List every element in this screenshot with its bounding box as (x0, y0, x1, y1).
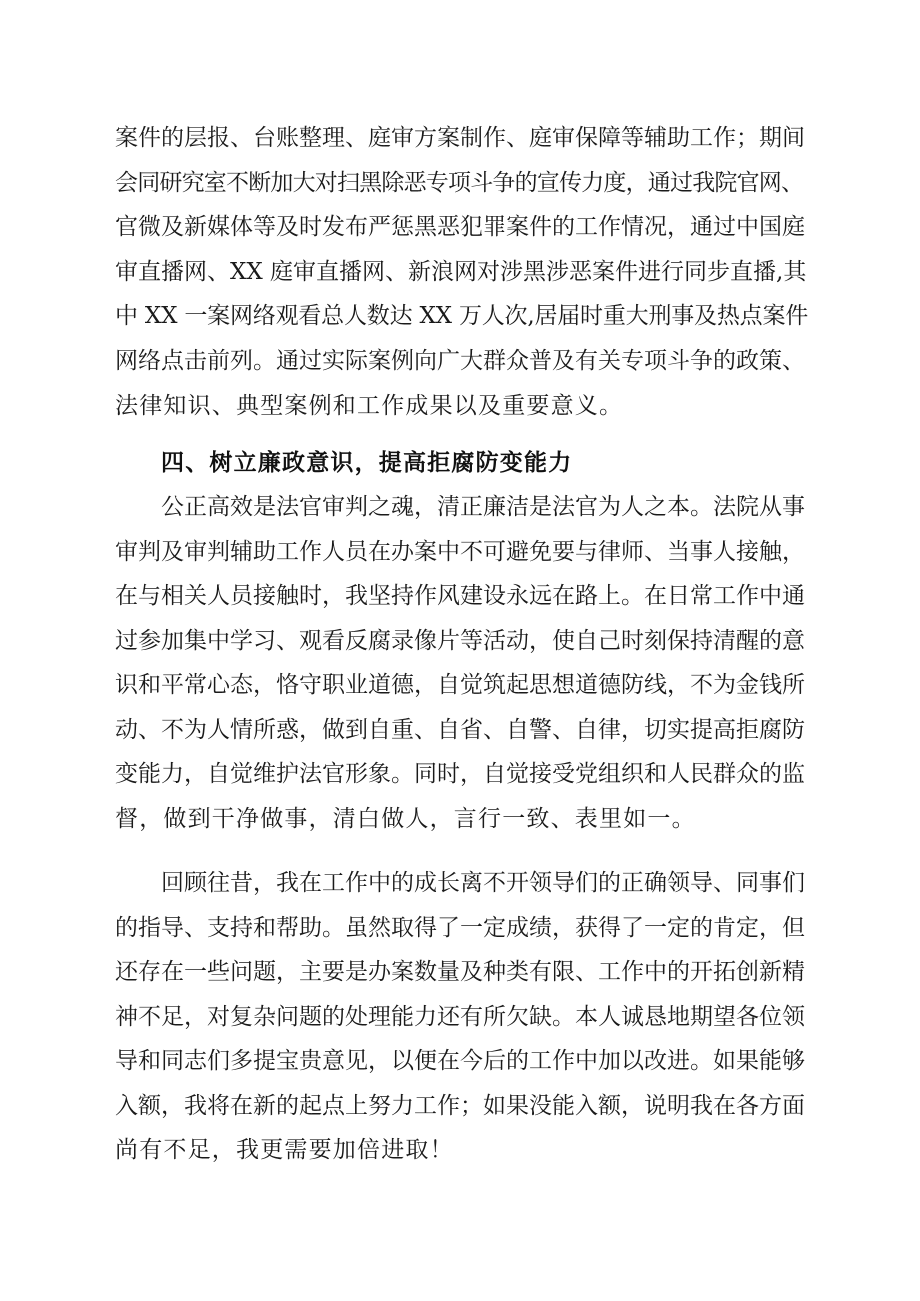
para2-line-6: 动、不为人情所惑，做到自重、自省、自警、自律，切实提高拒腐防 (115, 717, 805, 743)
para3-line-5: 导和同志们多提宝贵意见，以便在今后的工作中加以改进。如果能够 (115, 1048, 805, 1074)
para3-line-4: 神不足，对复杂问题的处理能力还有所欠缺。本人诚恳地期望各位领 (115, 1004, 805, 1030)
para1-line-4: 审直播网、XX 庭审直播网、新浪网对涉黑涉恶案件进行同步直播,其 (115, 259, 807, 285)
para1-line-6: 网络点击前列。通过实际案例向广大群众普及有关专项斗争的政策、 (115, 348, 805, 374)
para2-line-1: 公正高效是法官审判之魂，清正廉洁是法官为人之本。法院从事 (161, 494, 805, 520)
section-heading: 四、树立廉政意识，提高拒腐防变能力 (161, 450, 573, 476)
para3-line-3: 还存在一些问题，主要是办案数量及种类有限、工作中的开拓创新精 (115, 959, 805, 985)
para1-line-1: 案件的层报、台账整理、庭审方案制作、庭审保障等辅助工作；期间 (115, 125, 805, 151)
para2-line-7: 变能力，自觉维护法官形象。同时，自觉接受党组织和人民群众的监 (115, 761, 805, 787)
para3-line-1: 回顾往昔，我在工作中的成长离不开领导们的正确领导、同事们 (161, 870, 805, 896)
para1-line-7: 法律知识、典型案例和工作成果以及重要意义。 (115, 393, 624, 419)
para3-line-7: 尚有不足，我更需要加倍进取！ (115, 1137, 454, 1163)
para3-line-2: 的指导、支持和帮助。虽然取得了一定成绩，获得了一定的肯定，但 (115, 915, 805, 941)
para1-line-5: 中 XX 一案网络观看总人数达 XX 万人次,居届时重大刑事及热点案件 (115, 303, 809, 329)
para3-line-6: 入额，我将在新的起点上努力工作；如果没能入额，说明我在各方面 (115, 1093, 805, 1119)
para2-line-5: 识和平常心态，恪守职业道德，自觉筑起思想道德防线，不为金钱所 (115, 672, 805, 698)
para2-line-2: 审判及审判辅助工作人员在办案中不可避免要与律师、当事人接触， (115, 539, 805, 565)
para2-line-8: 督，做到干净做事，清白做人，言行一致、表里如一。 (115, 806, 696, 832)
para2-line-3: 在与相关人员接触时，我坚持作风建设永远在路上。在日常工作中通 (115, 583, 805, 609)
para1-line-3: 官微及新媒体等及时发布严惩黑恶犯罪案件的工作情况，通过中国庭 (115, 214, 805, 240)
para1-line-2: 会同研究室不断加大对扫黑除恶专项斗争的宣传力度，通过我院官网、 (115, 170, 804, 196)
para2-line-4: 过参加集中学习、观看反腐录像片等活动，使自己时刻保持清醒的意 (115, 628, 805, 654)
